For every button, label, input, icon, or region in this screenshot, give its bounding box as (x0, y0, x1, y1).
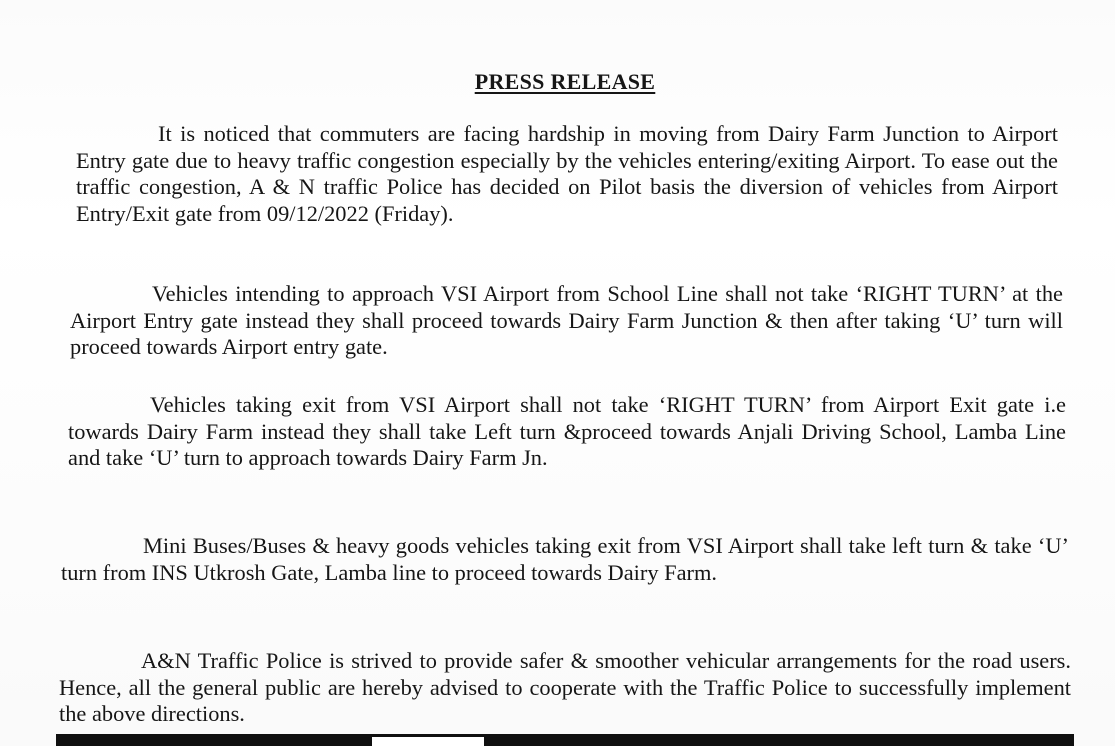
paragraph-text: Mini Buses/Buses & heavy goods vehicles taking exit from VSI Airport shall take left turn & take ‘U’ turn from INS Utkrosh Gate, Lamba line to proceed towards Dairy Farm. (61, 533, 1069, 585)
paragraph-heavy-vehicles (61, 533, 1069, 586)
paragraph-public-advisory (59, 648, 1071, 728)
paragraph-text: Vehicles taking exit from VSI Airport shall not take ‘RIGHT TURN’ from Airport Exit gate i.e towards Dairy Farm instead they shall take Left turn &proceed towards Anjali Driving School, Lamba Line and take ‘U’ turn to approach towards Dairy Farm Jn. (68, 392, 1066, 470)
paragraph-text: It is noticed that commuters are facing hardship in moving from Dairy Farm Junction to Airport Entry gate due to heavy traffic congestion especially by the vehicles entering/exiting Airport. To ease out the traffic congestion, A & N traffic Police has decided on Pilot basis the diversion of vehicles from Airport Entry/Exit gate from 09/12/2022 (Friday). (76, 121, 1058, 226)
page-title: PRESS RELEASE (474, 69, 656, 94)
bottom-divider-gap (372, 737, 484, 746)
paragraph-exit-gate-diversion (68, 392, 1066, 472)
bottom-divider (56, 734, 1074, 746)
paragraph-text: A&N Traffic Police is strived to provide safer & smoother vehicular arrangements for the road users. Hence, all the general public are hereby advised to cooperate with the Traffic Police to successfully implement the above directions. (59, 648, 1071, 726)
paragraph-airport-congestion (76, 121, 1058, 227)
paragraph-school-line-diversion (70, 281, 1063, 361)
paragraph-text: Vehicles intending to approach VSI Airport from School Line shall not take ‘RIGHT TURN’ at the Airport Entry gate instead they shall proceed towards Dairy Farm Junction & then after taking ‘U’ turn will proceed towards Airport entry gate. (70, 281, 1063, 359)
